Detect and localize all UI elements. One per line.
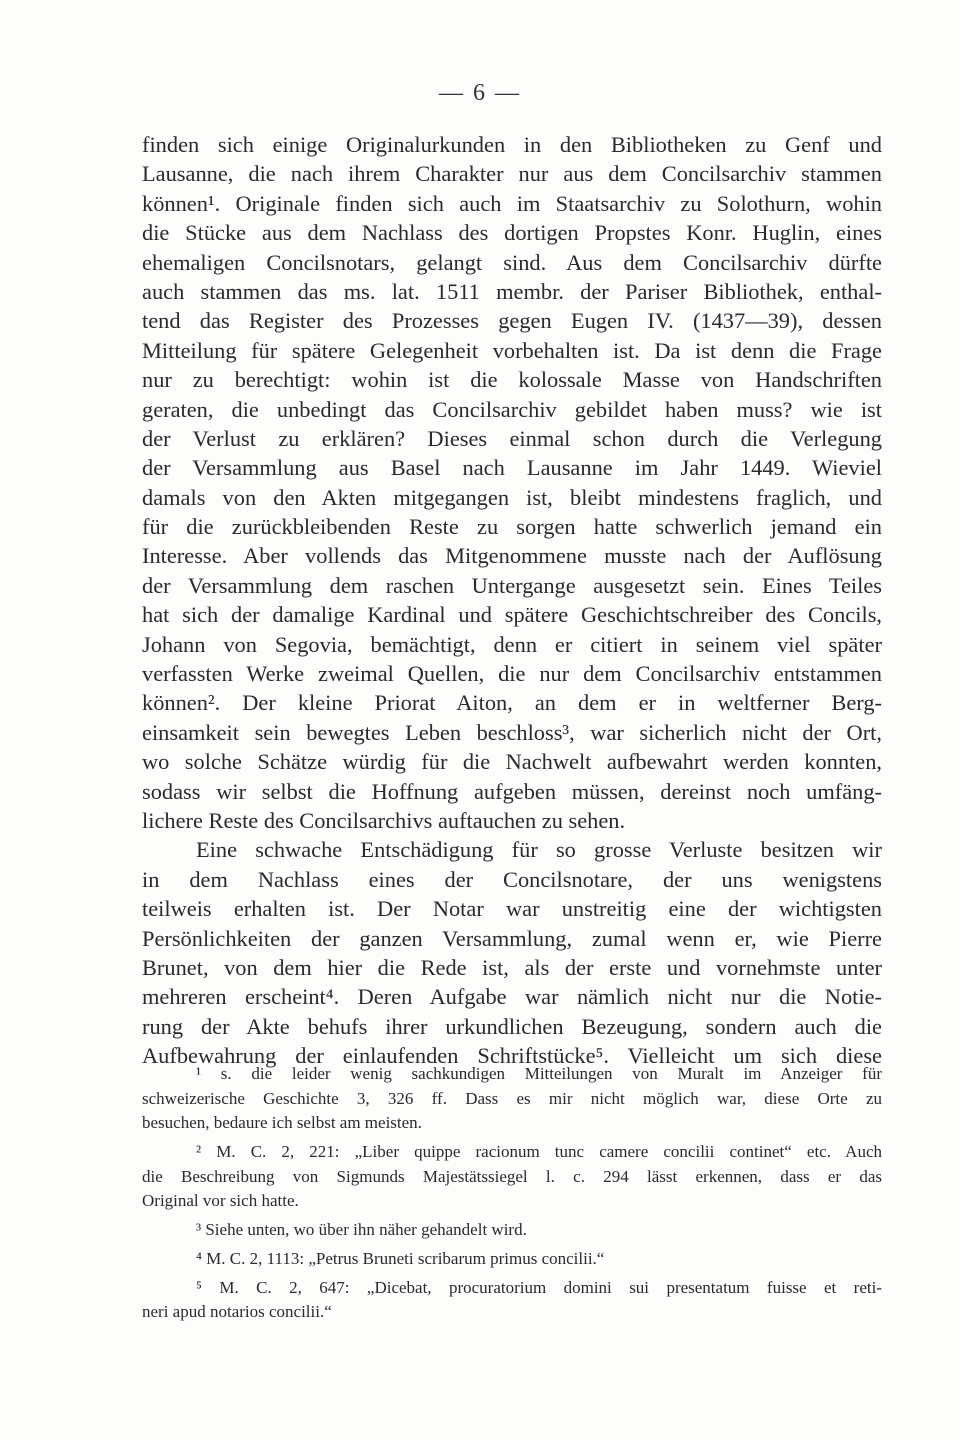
footnote-line: schweizerische Geschichte 3, 326 ff. Dass es mir nicht möglich war, diese Orte zu bbox=[142, 1088, 882, 1108]
text-line: ehemaligen Concilsnotars, gelangt sind. Aus dem Concilsarchiv dürfte bbox=[142, 249, 882, 275]
page-number: — 6 — bbox=[439, 80, 521, 106]
footnote-line: besuchen, bedaure ich selbst am meisten. bbox=[142, 1113, 422, 1133]
text-line: können². Der kleine Priorat Aiton, an dem er in weltferner Berg- bbox=[142, 690, 882, 716]
text-line: der Versammlung aus Basel nach Lausanne im Jahr 1449. Wieviel bbox=[142, 455, 882, 481]
main-text bbox=[142, 130, 882, 1071]
footnotes bbox=[142, 1062, 882, 1325]
footnote-line: ⁴ M. C. 2, 1113: „Petrus Bruneti scribarum primus concilii.“ bbox=[196, 1248, 605, 1268]
text-line: geraten, die unbedingt das Concilsarchiv gebildet haben muss? wie ist bbox=[142, 396, 882, 422]
footnote-line: ¹ s. die leider wenig sachkundigen Mitteilungen von Muralt im Anzeiger für bbox=[196, 1064, 882, 1083]
text-line: sodass wir selbst die Hoffnung aufgeben müssen, dereinst noch umfäng- bbox=[142, 778, 882, 804]
text-line: rung der Akte behufs ihrer urkundlichen Bezeugung, sondern auch die bbox=[142, 1013, 882, 1039]
text-line: finden sich einige Originalurkunden in den Bibliotheken zu Genf und bbox=[142, 132, 882, 157]
text-line: nur zu berechtigt: wohin ist die kolossale Masse von Handschriften bbox=[142, 367, 882, 393]
text-line: können¹. Originale finden sich auch im Staatsarchiv zu Solothurn, wohin bbox=[142, 190, 882, 216]
text-line: mehreren erscheint⁴. Deren Aufgabe war nämlich nicht nur die Notie- bbox=[142, 984, 882, 1010]
footnote-line: die Beschreibung von Sigmunds Majestätssiegel l. c. 294 lässt erkennen, dass er das bbox=[142, 1166, 882, 1186]
footnote-line: ³ Siehe unten, wo über ihn näher gehandelt wird. bbox=[196, 1220, 527, 1240]
text-line: die Stücke aus dem Nachlass des dortigen Propstes Konr. Huglin, eines bbox=[142, 220, 882, 246]
text-line: verfassten Werke zweimal Quellen, die nur dem Concilsarchiv entstammen bbox=[142, 661, 882, 687]
text-line: einsamkeit sein bewegtes Leben beschloss³, war sicherlich nicht der Ort, bbox=[142, 719, 882, 745]
text-line: wo solche Schätze würdig für die Nachwelt aufbewahrt werden konnten, bbox=[142, 749, 882, 775]
text-line: für die zurückbleibenden Reste zu sorgen hatte schwerlich jemand ein bbox=[142, 514, 882, 540]
footnote-line: neri apud notarios concilii.“ bbox=[142, 1302, 332, 1322]
text-line: hat sich der damalige Kardinal und spätere Geschichtschreiber des Concils, bbox=[142, 602, 882, 628]
text-line: der Verlust zu erklären? Dieses einmal schon durch die Verlegung bbox=[142, 425, 882, 451]
text-line: auch stammen das ms. lat. 1511 membr. der Pariser Bibliothek, enthal- bbox=[142, 278, 882, 304]
footnote-line: ² M. C. 2, 221: „Liber quippe racionum tunc camere concilii continet“ etc. Auch bbox=[196, 1142, 882, 1162]
text-line: Johann von Segovia, bemächtigt, denn er citiert in seinem viel später bbox=[142, 631, 882, 657]
text-line: Aufbewahrung der einlaufenden Schriftstücke⁵. Vielleicht um sich diese bbox=[142, 1043, 882, 1069]
text-line: in dem Nachlass eines der Concilsnotare, der uns wenigstens bbox=[142, 866, 882, 892]
text-line: Lausanne, die nach ihrem Charakter nur aus dem Concilsarchiv stammen bbox=[142, 161, 882, 187]
text-line: Brunet, von dem hier die Rede ist, als der erste und vornehmste unter bbox=[142, 954, 882, 980]
text-line: damals von den Akten mitgegangen ist, bleibt mindestens fraglich, und bbox=[142, 484, 882, 510]
text-line: teilweis erhalten ist. Der Notar war unstreitig eine der wichtigsten bbox=[142, 896, 882, 922]
text-line: Eine schwache Entschädigung für so grosse Verluste besitzen wir bbox=[196, 837, 882, 863]
footnote-line: Original vor sich hatte. bbox=[142, 1191, 299, 1211]
text-line: Persönlichkeiten der ganzen Versammlung, zumal wenn er, wie Pierre bbox=[142, 925, 882, 951]
text-line: der Versammlung dem raschen Untergange ausgesetzt sein. Eines Teiles bbox=[142, 572, 882, 598]
text-line: Mitteilung für spätere Gelegenheit vorbehalten ist. Da ist denn die Frage bbox=[142, 337, 882, 363]
text-line: lichere Reste des Concilsarchivs auftauchen zu sehen. bbox=[142, 807, 626, 833]
text-line: Interesse. Aber vollends das Mitgenommene musste nach der Auflösung bbox=[142, 543, 882, 569]
footnote-line: ⁵ M. C. 2, 647: „Dicebat, procuratorium domini sui presentatum fuisse et reti- bbox=[196, 1277, 882, 1297]
text-line: tend das Register des Prozesses gegen Eugen IV. (1437—39), dessen bbox=[142, 308, 882, 334]
